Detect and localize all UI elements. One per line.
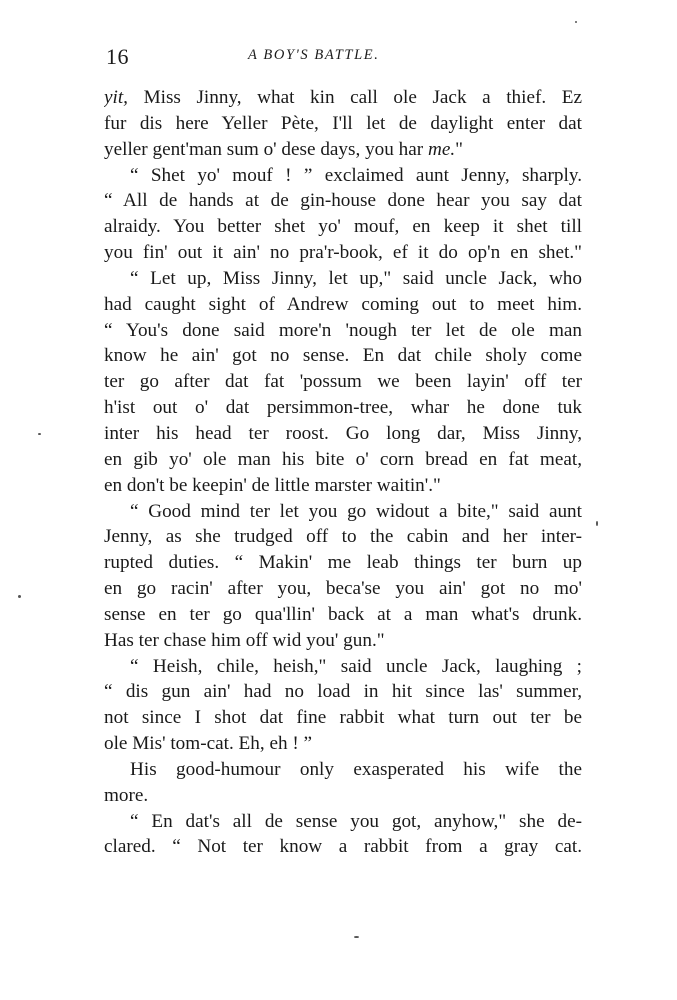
text-line: had caught sight of Andrew coming out to meet him. [104, 293, 582, 315]
text-line: inter his head ter roost. Go long dar, Miss Jinny, [104, 422, 582, 444]
text-line: know he ain' got no sense. En dat chile sholy come [104, 345, 582, 367]
text-line: you fin' out it ain' no pra'r-book, ef it do op'n en shet." [104, 242, 582, 264]
page-speck [596, 521, 598, 526]
page-number: 16 [106, 44, 129, 69]
text-line: not since I shot dat fine rabbit what turn out ter be [104, 707, 582, 729]
page-speck [18, 595, 21, 598]
text-line: “ Shet yo' mouf ! ” exclaimed aunt Jenny, sharply. [130, 164, 582, 186]
text-line: “ You's done said more'n 'nough ter let de ole man [104, 319, 582, 341]
text-line: en go racin' after you, beca'se you ain' got no mo' [104, 578, 582, 600]
text-line: en don't be keepin' de little marster waitin'." [104, 474, 441, 496]
text-line: sense en ter go qua'llin' back at a man what's drunk. [104, 603, 582, 625]
text-line: ole Mis' tom-cat. Eh, eh ! ” [104, 733, 313, 755]
page-speck [575, 21, 577, 23]
text-line: “ En dat's all de sense you got, anyhow," she de- [130, 810, 582, 832]
text-line: Has ter chase him off wid you' gun." [104, 629, 385, 651]
page-speck [38, 433, 41, 435]
text-line: “ dis gun ain' had no load in hit since las' summer, [104, 681, 582, 703]
text-line: alraidy. You better shet yo' mouf, en keep it shet till [104, 216, 582, 238]
body-text [104, 85, 582, 860]
text-line: h'ist out o' dat persimmon-tree, whar he done tuk [104, 397, 582, 419]
running-title: A BOY'S BATTLE. [248, 47, 380, 63]
text-line: ter go after dat fat 'possum we been layin' off ter [104, 371, 582, 393]
text-line: rupted duties. “ Makin' me leab things ter burn up [104, 552, 582, 574]
text-line: fur dis here Yeller Pète, I'll let de daylight enter dat [104, 112, 582, 134]
text-line: more. [104, 784, 149, 806]
text-line: yeller gent'man sum o' dese days, you har me." [104, 138, 463, 160]
text-line: “ Heish, chile, heish," said uncle Jack, laughing ; [130, 655, 582, 677]
running-head [106, 44, 586, 68]
text-line: yit, Miss Jinny, what kin call ole Jack a thief. Ez [104, 87, 582, 108]
text-line: Jenny, as she trudged off to the cabin and her inter- [104, 526, 582, 548]
page-speck [354, 936, 359, 938]
text-line: “ All de hands at de gin-house done hear you say dat [104, 190, 582, 212]
text-line: His good-humour only exasperated his wife the [130, 758, 582, 780]
text-line: en gib yo' ole man his bite o' corn bread en fat meat, [104, 448, 582, 470]
text-line: “ Good mind ter let you go widout a bite," said aunt [130, 500, 582, 522]
text-line: “ Let up, Miss Jinny, let up," said uncle Jack, who [130, 267, 582, 289]
text-line: clared. “ Not ter know a rabbit from a gray cat. [104, 836, 582, 858]
